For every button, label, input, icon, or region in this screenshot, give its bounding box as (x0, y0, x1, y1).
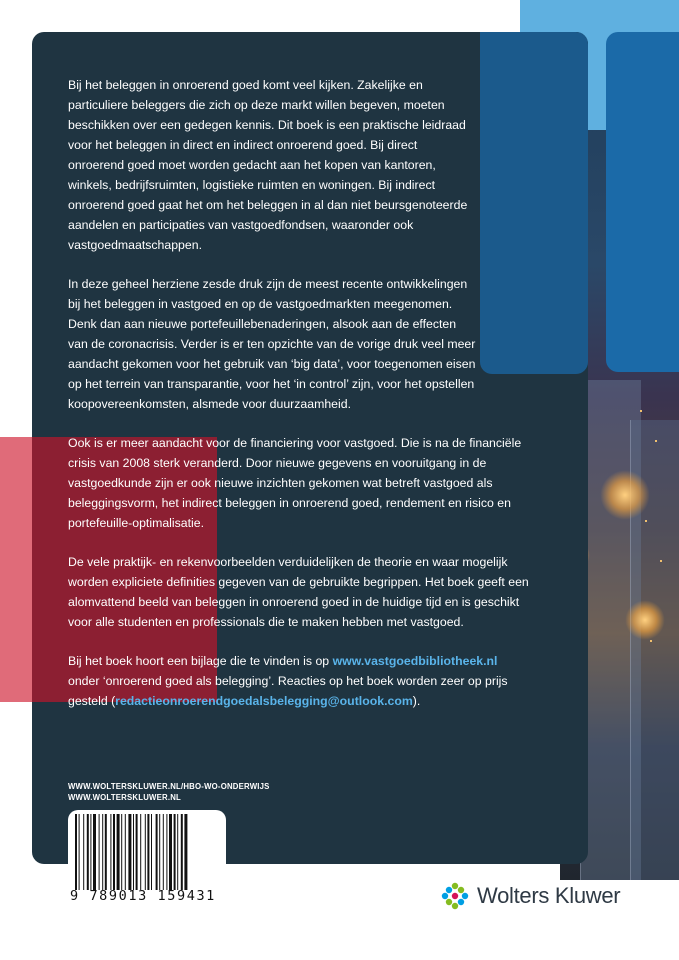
barcode-bar (151, 814, 152, 890)
barcode-bar (169, 814, 172, 890)
barcode-bar (140, 814, 141, 890)
url-main[interactable]: WWW.WOLTERSKLUWER.NL (68, 793, 181, 802)
barcode-bar (177, 814, 178, 890)
barcode-bar (113, 814, 115, 890)
barcode-bar (117, 814, 120, 890)
decorative-blue-right-block (606, 32, 679, 372)
barcode-bar (79, 814, 80, 890)
publisher-name: Wolters Kluwer (477, 883, 621, 908)
isbn-number: 9 789013 159431 (70, 888, 216, 904)
wolters-kluwer-logo-icon (441, 882, 469, 910)
barcode-bar (163, 814, 164, 890)
barcode-bar (105, 814, 107, 890)
barcode-bar (128, 814, 131, 890)
barcode-bar (83, 814, 84, 890)
barcode-bar (110, 814, 111, 890)
barcode-bar (147, 814, 149, 890)
paragraph-edition: In deze geheel herziene zesde druk zijn de meest recente ontwikkelingen bij het beleggen in vastgoed en op de vastgoedmarkten meegenomen. Denk dan aan nieuwe portefeuillebenaderingen, alsook aan de effecten van de coronacrisis. Verder is er ten opzichte van de vorige druk veel meer aandacht gekomen voor het gebruik van ‘big data’, voor toegenomen eisen op het terrein van transparantie, voor het ‘in control’ zijn, voor het opstellen koopovereenkomsten, alsmede voor duurzaamheid. (68, 277, 476, 411)
website-link[interactable]: www.vastgoedbibliotheek.nl (332, 654, 498, 668)
barcode-bar (184, 814, 187, 890)
paragraph-appendix: Bij het boek hoort een bijlage die te vinden is op www.vastgoedbibliotheek.nl onder ‘onroerend goed als belegging’. Reacties op het boek worden zeer op prijs gesteld (redactieonroerendgoedalsbelegging@outlook.com). (68, 654, 508, 708)
barcode-bar (93, 814, 96, 890)
publisher-logo (441, 882, 620, 910)
barcode-bar (90, 814, 91, 890)
barcode-bar (102, 814, 103, 890)
barcode-bar (174, 814, 176, 890)
barcode-bar (159, 814, 160, 890)
barcode-bar (166, 814, 167, 890)
url-onderwijs[interactable]: WWW.WOLTERSKLUWER.NL/HBO-WO-ONDERWIJS (68, 782, 270, 791)
barcode-bar (181, 814, 183, 890)
barcode-bar (145, 814, 146, 890)
blurb-text (68, 75, 530, 730)
barcode-bar (121, 814, 122, 890)
barcode (75, 814, 219, 890)
paragraph-examples: De vele praktijk- en rekenvoorbeelden verduidelijken de theorie en waar mogelijk worden expliciete definities gegeven van de gebruikte begrippen. Het boek geeft een alomvattend beeld van beleggen in onroerend goed in de huidige tijd en is geschikt voor alle studenten en professionals die te maken hebben met vastgoed. (68, 555, 529, 629)
paragraph-financing: Ook is er meer aandacht voor de financiering voor vastgoed. Die is na de financiële crisis van 2008 sterk veranderd. Door nieuwe gegevens en vooruitgang in de vastgoedkunde zijn er ook nieuwe inzichten gekomen wat betreft vastgoed als beleggingsvorm, het indirect beleggen in onroerend goed, rendement en risico en portefeuille-optimalisatie. (68, 436, 522, 530)
email-link[interactable]: redactieonroerendgoedalsbelegging@outlook.com (115, 694, 413, 708)
barcode-bar (133, 814, 134, 890)
barcode-bar (136, 814, 138, 890)
barcode-bar (75, 814, 77, 890)
paragraph-intro: Bij het beleggen in onroerend goed komt veel kijken. Zakelijke en particuliere beleggers die zich op deze markt willen begeven, moeten beschikken over een gedegen kennis. Dit boek is een praktische leidraad voor het beleggen in direct en indirect onroerend goed. Bij direct onroerend goed moet worden gedacht aan het kopen van kantoren, winkels, bedrijfsruimten, logistieke ruimten en woningen. Bij indirect onroerend goed gaat het om het beleggen in al dan niet beursgenoteerde aandelen en participaties van vastgoedfondsen, waaronder ook vastgoedmaatschappen. (68, 78, 468, 252)
barcode-bar (99, 814, 100, 890)
barcode-bar (87, 814, 89, 890)
publisher-urls (68, 781, 270, 803)
barcode-bar (125, 814, 126, 890)
barcode-bar (156, 814, 158, 890)
